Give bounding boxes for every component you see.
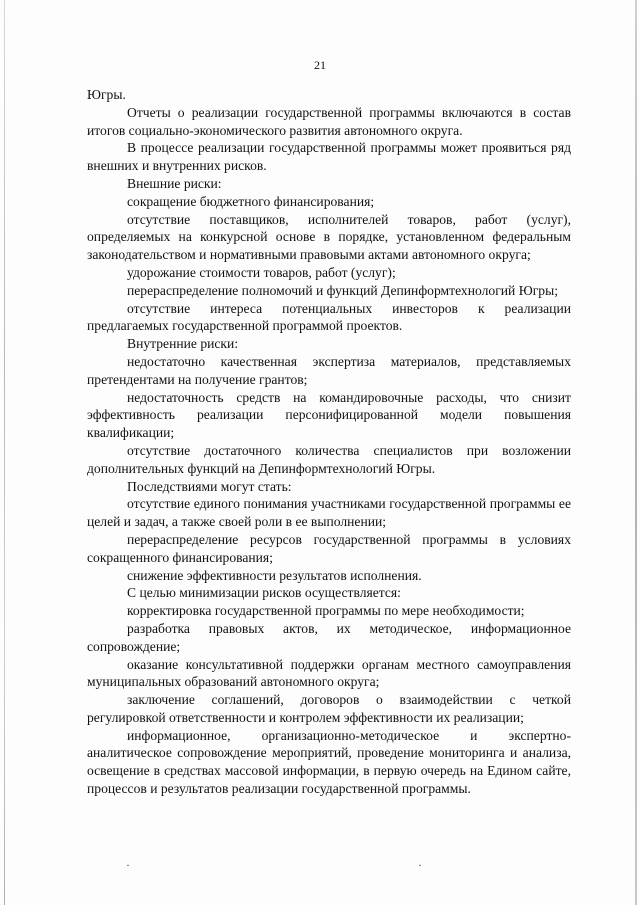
- paragraph: отсутствие единого понимания участниками государственной программы ее целей и задач, а также своей роли в ее выполнении;: [87, 496, 571, 530]
- paragraph: отсутствие поставщиков, исполнителей товаров, работ (услуг), определяемых на конкурсной основе в порядке, установленном федеральным законодательством и нормативными правовыми актами автономного округа;: [87, 211, 571, 263]
- paragraph: заключение соглашений, договоров о взаимодействии с четкой регулировкой ответственности и контролем эффективности их реализации;: [87, 692, 571, 725]
- paragraph: недостаточность средств на командировочные расходы, что снизит эффективность реализации персонифицированной модели повышения квалификации;: [87, 389, 571, 441]
- paragraph: Последствиями могут стать:: [127, 478, 292, 494]
- paragraph: разработка правовых актов, их методическое, информационное сопровождение;: [87, 620, 571, 654]
- page-number: 21: [314, 58, 326, 72]
- paragraph: С целью минимизации рисков осуществляется:: [127, 585, 401, 601]
- paragraph: удорожание стоимости товаров, работ (услуг);: [127, 264, 396, 280]
- paragraph: Отчеты о реализации государственной программы включаются в состав итогов социально-экономического развития автономного округа.: [87, 104, 571, 138]
- paragraph: корректировка государственной программы по мере необходимости;: [127, 603, 525, 619]
- paragraph: Внутренние риски:: [127, 336, 239, 352]
- paragraph: отсутствие достаточного количества специалистов при возложении дополнительных функций на Депинформтехнологий Югры.: [87, 442, 571, 476]
- paragraph: снижение эффективности результатов исполнения.: [127, 567, 422, 583]
- paragraph: Югры.: [87, 87, 126, 102]
- scan-speck: ·: [418, 858, 422, 872]
- paragraph: оказание консультативной поддержки органам местного самоуправления муниципальных образований автономного округа;: [87, 656, 571, 690]
- paragraph: сокращение бюджетного финансирования;: [127, 193, 375, 209]
- paragraph: информационное, организационно-методическое и экспертно-аналитическое сопровождение мероприятий, проведение мониторинга и анализа, освещение в средствах массовой информации, в первую очередь на Едином сайте, процессов и результатов реализации государственной программы.: [87, 727, 571, 797]
- paragraph: В процессе реализации государственной программы может проявиться ряд внешних и внутренних рисков.: [87, 140, 571, 174]
- paragraph: Внешние риски:: [127, 175, 222, 191]
- scan-edge-right: [635, 0, 637, 905]
- scan-edge-left: [4, 0, 5, 905]
- paragraph: перераспределение полномочий и функций Депинформтехнологий Югры;: [127, 282, 558, 298]
- paragraph: перераспределение ресурсов государственной программы в условиях сокращенного финансирования;: [87, 531, 571, 565]
- paragraph: отсутствие интереса потенциальных инвесторов к реализации предлагаемых государственной программой проектов.: [87, 300, 571, 334]
- document-body: [87, 86, 571, 798]
- scan-speck: ·: [126, 858, 130, 872]
- paragraph: недостаточно качественная экспертиза материалов, представляемых претендентами на получение грантов;: [87, 353, 571, 387]
